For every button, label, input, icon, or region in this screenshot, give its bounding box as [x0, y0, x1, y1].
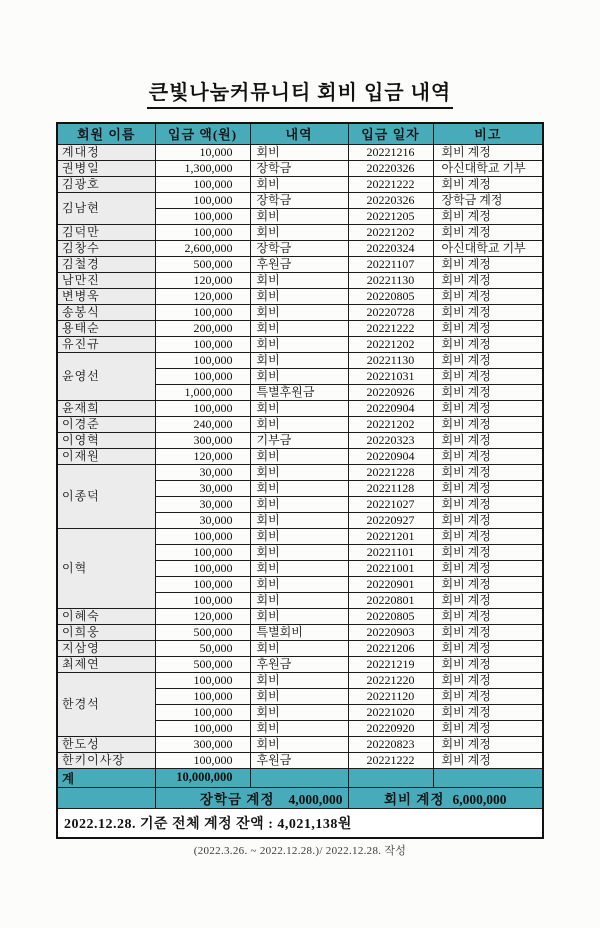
amount-cell: 100,000 — [155, 304, 250, 320]
amount-cell: 120,000 — [155, 272, 250, 288]
date-cell: 20221219 — [348, 656, 433, 672]
amount-cell: 100,000 — [155, 528, 250, 544]
amount-cell: 30,000 — [155, 496, 250, 512]
fee-subtotal-cell — [348, 787, 543, 808]
description-cell: 회비 — [250, 640, 348, 656]
date-cell: 20221202 — [348, 416, 433, 432]
amount-cell: 100,000 — [155, 704, 250, 720]
table-row — [57, 224, 543, 240]
description-cell: 회비 — [250, 400, 348, 416]
amount-cell: 1,300,000 — [155, 160, 250, 176]
table-row — [57, 304, 543, 320]
table-row — [57, 352, 543, 368]
table-row — [57, 240, 543, 256]
table-row — [57, 288, 543, 304]
note-cell: 장학금 계정 — [433, 192, 543, 208]
member-name-cell: 김창수 — [57, 240, 155, 256]
description-cell: 회비 — [250, 320, 348, 336]
description-cell: 회비 — [250, 208, 348, 224]
total-empty-cell — [433, 768, 543, 787]
date-cell: 20221130 — [348, 352, 433, 368]
note-cell: 회비 계정 — [433, 560, 543, 576]
date-cell: 20220920 — [348, 720, 433, 736]
note-cell: 회비 계정 — [433, 432, 543, 448]
amount-cell: 100,000 — [155, 752, 250, 768]
scholarship-subtotal-cell — [155, 787, 348, 808]
member-name-cell: 김남현 — [57, 192, 155, 224]
date-cell: 20221206 — [348, 640, 433, 656]
description-cell: 회비 — [250, 688, 348, 704]
amount-cell: 100,000 — [155, 208, 250, 224]
date-cell: 20220823 — [348, 736, 433, 752]
table-row — [57, 672, 543, 688]
date-cell: 20221222 — [348, 176, 433, 192]
table-row — [57, 272, 543, 288]
member-name-cell: 이재원 — [57, 448, 155, 464]
member-name-cell: 지삼영 — [57, 640, 155, 656]
note-cell: 회비 계정 — [433, 384, 543, 400]
description-cell: 회비 — [250, 272, 348, 288]
deposit-table — [56, 122, 544, 839]
scholarship-subtotal-label: 장학금 계정 — [199, 791, 275, 807]
amount-cell: 100,000 — [155, 400, 250, 416]
table-row — [57, 608, 543, 624]
date-cell: 20221128 — [348, 480, 433, 496]
description-cell: 회비 — [250, 224, 348, 240]
date-cell: 20221120 — [348, 688, 433, 704]
table-row — [57, 192, 543, 208]
member-name-cell: 이혁 — [57, 528, 155, 608]
note-cell: 회비 계정 — [433, 368, 543, 384]
date-cell: 20221202 — [348, 336, 433, 352]
table-row — [57, 400, 543, 416]
amount-cell: 100,000 — [155, 368, 250, 384]
amount-cell: 100,000 — [155, 720, 250, 736]
description-cell: 후원금 — [250, 752, 348, 768]
note-cell: 회비 계정 — [433, 176, 543, 192]
date-cell: 20221101 — [348, 544, 433, 560]
member-name-cell: 이경준 — [57, 416, 155, 432]
date-cell: 20220326 — [348, 192, 433, 208]
description-cell: 회비 — [250, 416, 348, 432]
note-cell: 회비 계정 — [433, 528, 543, 544]
table-row — [57, 320, 543, 336]
date-cell: 20221220 — [348, 672, 433, 688]
column-header-note: 비고 — [433, 123, 543, 144]
amount-cell: 2,600,000 — [155, 240, 250, 256]
member-name-cell: 이종덕 — [57, 464, 155, 528]
balance-row — [57, 808, 543, 838]
date-cell: 20221205 — [348, 208, 433, 224]
amount-cell: 100,000 — [155, 688, 250, 704]
date-cell: 20221020 — [348, 704, 433, 720]
description-cell: 회비 — [250, 480, 348, 496]
date-cell: 20221222 — [348, 320, 433, 336]
note-cell: 회비 계정 — [433, 704, 543, 720]
description-cell: 특별회비 — [250, 624, 348, 640]
description-cell: 회비 — [250, 448, 348, 464]
description-cell: 회비 — [250, 368, 348, 384]
date-cell: 20220903 — [348, 624, 433, 640]
description-cell: 회비 — [250, 336, 348, 352]
fee-subtotal-amount: 6,000,000 — [452, 791, 507, 807]
amount-cell: 300,000 — [155, 432, 250, 448]
date-cell: 20220805 — [348, 288, 433, 304]
member-name-cell: 송봉식 — [57, 304, 155, 320]
member-name-cell: 김광호 — [57, 176, 155, 192]
table-row — [57, 656, 543, 672]
description-cell: 회비 — [250, 352, 348, 368]
note-cell: 회비 계정 — [433, 752, 543, 768]
amount-cell: 500,000 — [155, 656, 250, 672]
note-cell: 회비 계정 — [433, 320, 543, 336]
description-cell: 회비 — [250, 560, 348, 576]
amount-cell: 100,000 — [155, 336, 250, 352]
member-name-cell: 윤영선 — [57, 352, 155, 400]
description-cell: 회비 — [250, 576, 348, 592]
table-row — [57, 752, 543, 768]
description-cell: 회비 — [250, 512, 348, 528]
note-cell: 회비 계정 — [433, 608, 543, 624]
date-cell: 20221130 — [348, 272, 433, 288]
amount-cell: 30,000 — [155, 464, 250, 480]
member-name-cell: 윤재희 — [57, 400, 155, 416]
total-empty-cell — [348, 768, 433, 787]
description-cell: 회비 — [250, 288, 348, 304]
total-row — [57, 768, 543, 787]
date-cell: 20220904 — [348, 448, 433, 464]
table-header — [57, 123, 543, 144]
member-name-cell: 한경석 — [57, 672, 155, 736]
member-name-cell: 변병욱 — [57, 288, 155, 304]
date-cell: 20221031 — [348, 368, 433, 384]
amount-cell: 100,000 — [155, 192, 250, 208]
total-empty-cell — [250, 768, 348, 787]
balance-note-cell: 2022.12.28. 기준 전체 계정 잔액 : 4,021,138원 — [57, 808, 543, 838]
note-cell: 회비 계정 — [433, 496, 543, 512]
amount-cell: 100,000 — [155, 224, 250, 240]
date-cell: 20221201 — [348, 528, 433, 544]
note-cell: 회비 계정 — [433, 512, 543, 528]
note-cell: 회비 계정 — [433, 688, 543, 704]
member-name-cell: 용태순 — [57, 320, 155, 336]
description-cell: 회비 — [250, 672, 348, 688]
footer-note: (2022.3.26. ~ 2022.12.28.)/ 2022.12.28. 작성 — [193, 845, 407, 857]
table-row — [57, 624, 543, 640]
note-cell: 회비 계정 — [433, 720, 543, 736]
note-cell: 회비 계정 — [433, 208, 543, 224]
description-cell: 회비 — [250, 720, 348, 736]
member-name-cell: 최제연 — [57, 656, 155, 672]
date-cell: 20221027 — [348, 496, 433, 512]
amount-cell: 100,000 — [155, 352, 250, 368]
note-cell: 회비 계정 — [433, 352, 543, 368]
note-cell: 회비 계정 — [433, 224, 543, 240]
note-cell: 회비 계정 — [433, 256, 543, 272]
note-cell: 회비 계정 — [433, 576, 543, 592]
table-row — [57, 432, 543, 448]
date-cell: 20220904 — [348, 400, 433, 416]
member-name-cell: 계대정 — [57, 144, 155, 160]
amount-cell: 10,000 — [155, 144, 250, 160]
description-cell: 후원금 — [250, 256, 348, 272]
amount-cell: 120,000 — [155, 288, 250, 304]
column-header-amount: 입금 액(원) — [155, 123, 250, 144]
note-cell: 회비 계정 — [433, 544, 543, 560]
column-header-member-name: 회원 이름 — [57, 123, 155, 144]
amount-cell: 100,000 — [155, 672, 250, 688]
note-cell: 회비 계정 — [433, 416, 543, 432]
member-name-cell: 한도성 — [57, 736, 155, 752]
table-row — [57, 464, 543, 480]
note-cell: 회비 계정 — [433, 592, 543, 608]
table-row — [57, 448, 543, 464]
amount-cell: 100,000 — [155, 176, 250, 192]
amount-cell: 100,000 — [155, 576, 250, 592]
date-cell: 20221222 — [348, 752, 433, 768]
date-cell: 20221202 — [348, 224, 433, 240]
note-cell: 회비 계정 — [433, 640, 543, 656]
member-name-cell: 유진규 — [57, 336, 155, 352]
note-cell: 회비 계정 — [433, 736, 543, 752]
amount-cell: 50,000 — [155, 640, 250, 656]
description-cell: 회비 — [250, 544, 348, 560]
header-row — [57, 123, 543, 144]
amount-cell: 240,000 — [155, 416, 250, 432]
member-name-cell: 권병일 — [57, 160, 155, 176]
date-cell: 20220926 — [348, 384, 433, 400]
date-cell: 20221216 — [348, 144, 433, 160]
scholarship-subtotal-amount: 4,000,000 — [288, 791, 343, 807]
total-label-cell: 계 — [57, 768, 155, 787]
description-cell: 장학금 — [250, 240, 348, 256]
date-cell: 20220326 — [348, 160, 433, 176]
date-cell: 20221107 — [348, 256, 433, 272]
date-cell: 20220801 — [348, 592, 433, 608]
note-cell: 회비 계정 — [433, 272, 543, 288]
description-cell: 후원금 — [250, 656, 348, 672]
note-cell: 회비 계정 — [433, 336, 543, 352]
date-cell: 20221001 — [348, 560, 433, 576]
table-body — [57, 144, 543, 768]
amount-cell: 100,000 — [155, 560, 250, 576]
member-name-cell: 이혜숙 — [57, 608, 155, 624]
date-cell: 20220323 — [348, 432, 433, 448]
amount-cell: 500,000 — [155, 624, 250, 640]
note-cell: 회비 계정 — [433, 656, 543, 672]
note-cell: 아신대학교 기부 — [433, 160, 543, 176]
description-cell: 장학금 — [250, 192, 348, 208]
description-cell: 특별후원금 — [250, 384, 348, 400]
amount-cell: 500,000 — [155, 256, 250, 272]
date-cell: 20220901 — [348, 576, 433, 592]
description-cell: 회비 — [250, 608, 348, 624]
table-row — [57, 528, 543, 544]
description-cell: 회비 — [250, 144, 348, 160]
date-cell: 20220324 — [348, 240, 433, 256]
note-cell: 회비 계정 — [433, 288, 543, 304]
description-cell: 회비 — [250, 704, 348, 720]
date-cell: 20220927 — [348, 512, 433, 528]
table-row — [57, 160, 543, 176]
amount-cell: 100,000 — [155, 544, 250, 560]
subtotal-row — [57, 787, 543, 808]
amount-cell: 300,000 — [155, 736, 250, 752]
table-row — [57, 336, 543, 352]
description-cell: 회비 — [250, 176, 348, 192]
amount-cell: 120,000 — [155, 448, 250, 464]
page-title-text: 큰빛나눔커뮤니티 회비 입금 내역 — [147, 76, 453, 109]
amount-cell: 30,000 — [155, 512, 250, 528]
note-cell: 회비 계정 — [433, 672, 543, 688]
note-cell: 회비 계정 — [433, 480, 543, 496]
amount-cell: 100,000 — [155, 592, 250, 608]
member-name-cell: 한키이사장 — [57, 752, 155, 768]
note-cell: 회비 계정 — [433, 400, 543, 416]
total-amount-cell: 10,000,000 — [155, 768, 250, 787]
description-cell: 장학금 — [250, 160, 348, 176]
note-cell: 회비 계정 — [433, 464, 543, 480]
column-header-date: 입금 일자 — [348, 123, 433, 144]
description-cell: 회비 — [250, 592, 348, 608]
table-row — [57, 144, 543, 160]
description-cell: 회비 — [250, 528, 348, 544]
date-cell: 20221228 — [348, 464, 433, 480]
member-name-cell: 남만진 — [57, 272, 155, 288]
column-header-description: 내역 — [250, 123, 348, 144]
table-row — [57, 176, 543, 192]
amount-cell: 200,000 — [155, 320, 250, 336]
member-name-cell: 이희웅 — [57, 624, 155, 640]
date-cell: 20220728 — [348, 304, 433, 320]
description-cell: 회비 — [250, 304, 348, 320]
page-title — [0, 0, 600, 109]
table-row — [57, 416, 543, 432]
amount-cell: 1,000,000 — [155, 384, 250, 400]
description-cell: 회비 — [250, 736, 348, 752]
amount-cell: 30,000 — [155, 480, 250, 496]
member-name-cell: 김덕만 — [57, 224, 155, 240]
table-row — [57, 736, 543, 752]
subtotal-empty-cell — [57, 787, 155, 808]
note-cell: 회비 계정 — [433, 144, 543, 160]
table-row — [57, 640, 543, 656]
description-cell: 기부금 — [250, 432, 348, 448]
description-cell: 회비 — [250, 496, 348, 512]
table-summary — [57, 768, 543, 838]
note-cell: 회비 계정 — [433, 304, 543, 320]
note-cell: 회비 계정 — [433, 448, 543, 464]
date-cell: 20220805 — [348, 608, 433, 624]
table-row — [57, 256, 543, 272]
description-cell: 회비 — [250, 464, 348, 480]
note-cell: 회비 계정 — [433, 624, 543, 640]
member-name-cell: 이영혁 — [57, 432, 155, 448]
note-cell: 아신대학교 기부 — [433, 240, 543, 256]
amount-cell: 120,000 — [155, 608, 250, 624]
fee-subtotal-label: 회비 계정 — [383, 791, 445, 807]
member-name-cell: 김철경 — [57, 256, 155, 272]
